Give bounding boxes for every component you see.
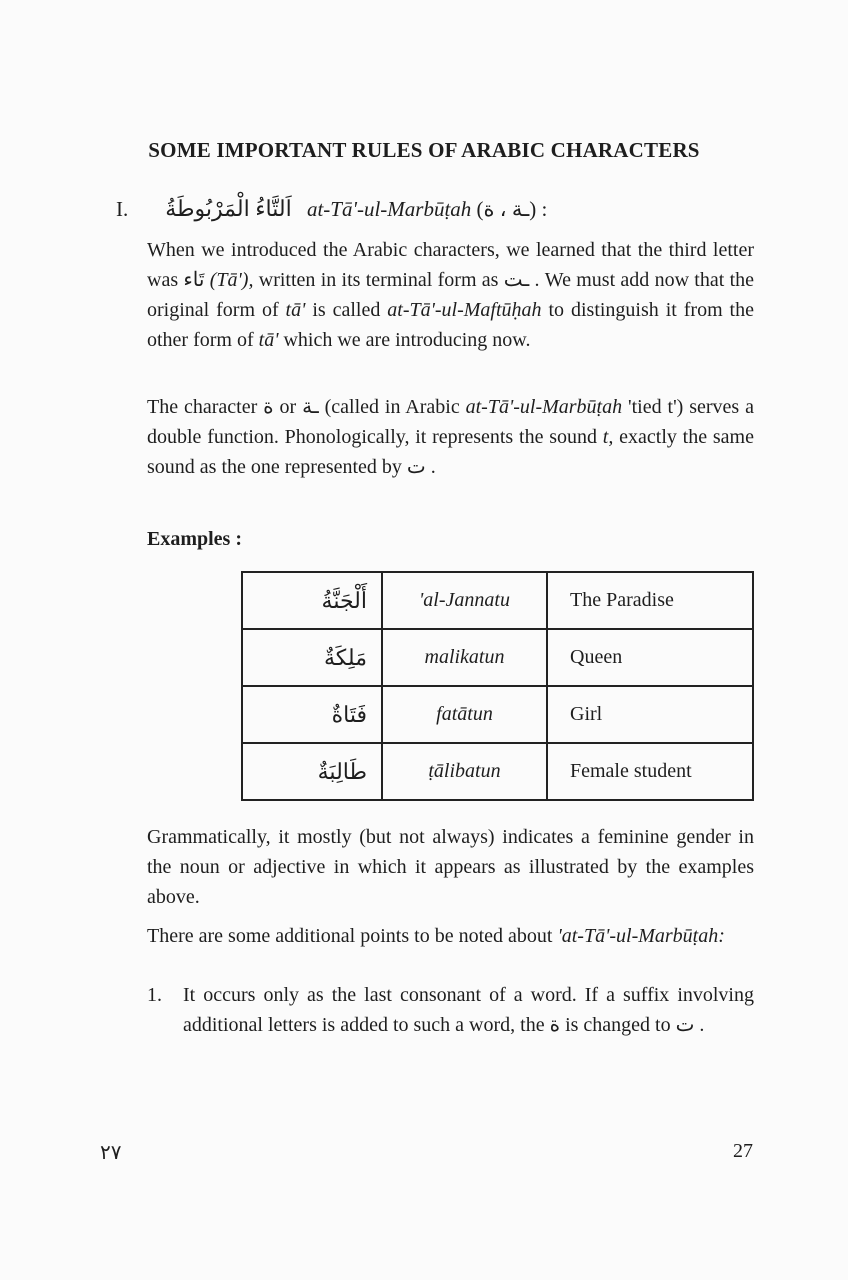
example-arabic: مَلِكَةٌ (242, 629, 382, 686)
table-row (242, 743, 753, 800)
italic-run: 'at-Tā'-ul-Marbūṭah: (557, 925, 725, 947)
section-arabic-title: اَلتَّاءُ الْمَرْبُوطَةُ (165, 196, 292, 221)
text-run: There are some additional points to be noted about (147, 925, 558, 947)
text-run: . (694, 1014, 705, 1036)
example-arabic: فَتَاةٌ (242, 686, 382, 743)
example-arabic: طَالِبَةٌ (242, 743, 382, 800)
italic-run: tā' (285, 299, 306, 321)
text-run: is called (305, 299, 388, 321)
page-title: SOME IMPORTANT RULES OF ARABIC CHARACTERS (148, 138, 700, 162)
section-heading (116, 196, 547, 222)
list-text (183, 980, 754, 1040)
arabic-ta-marbuta: ة (263, 396, 274, 418)
page-number-arabic: ٢٧ (100, 1142, 122, 1164)
example-translit: 'al-Jannatu (382, 572, 547, 629)
paragraph-intro (147, 235, 754, 355)
text-run: The character (147, 396, 264, 418)
text-run: 'tied t') serves a double function. Phonologically, it represents the sound (147, 396, 754, 448)
italic-run: at-Tā'-ul-Marbūṭah (465, 396, 623, 418)
table-row (242, 572, 753, 629)
section-forms: (ـة ، ة) : (476, 197, 548, 221)
example-translit: malikatun (382, 629, 547, 686)
text-run: or (273, 396, 303, 418)
text-run: which we are introducing now. (278, 329, 531, 351)
text-run: is changed to (560, 1014, 676, 1036)
paragraph-character (147, 392, 754, 482)
example-english: The Paradise (547, 572, 753, 629)
text-run: When we introduced the Arabic characters, we learned that the third letter was (147, 239, 754, 291)
arabic-ta-marbuta-terminal: ـة (302, 396, 319, 418)
arabic-letter-ta: تَاء (183, 269, 205, 291)
italic-run: tā' (258, 329, 279, 351)
list-item (147, 980, 754, 1040)
table-row (242, 686, 753, 743)
text-run: It occurs only as the last consonant of a word. If a suffix involving additional letters is added to such a word, the (183, 984, 754, 1036)
example-arabic: أَلْجَنَّةُ (242, 572, 382, 629)
example-translit: fatātun (382, 686, 547, 743)
text-run: . (425, 456, 436, 478)
page-number: 27 (733, 1140, 753, 1162)
example-translit: ṭālibatun (382, 743, 547, 800)
list-number: 1. (147, 984, 162, 1006)
arabic-ta-marbuta: ة (549, 1014, 561, 1036)
paragraph-additional-points (147, 921, 754, 951)
italic-run: t, (602, 426, 614, 448)
example-english: Girl (547, 686, 753, 743)
arabic-terminal-ta: ـت (503, 269, 530, 291)
section-number: I. (116, 197, 129, 221)
text-run: written in its terminal form as (253, 269, 504, 291)
text-run: (called in Arabic (318, 396, 466, 418)
examples-label: Examples : (147, 528, 242, 550)
text-run: . We must add now that the original form of (147, 269, 754, 321)
arabic-letter-ta: ت (406, 456, 426, 478)
example-english: Female student (547, 743, 753, 800)
examples-table (241, 571, 754, 801)
table-row (242, 629, 753, 686)
text-run: to distinguish it from the other form of (147, 299, 754, 351)
section-translit-title: at-Tā'-ul-Marbūṭah (306, 197, 472, 221)
paragraph-grammatically: Grammatically, it mostly (but not always) indicates a feminine gender in the noun or adjective in which it appears as illustrated by the examples above. (147, 826, 754, 908)
italic-run: at-Tā'-ul-Maftūḥah (387, 299, 542, 321)
arabic-letter-ta: ت (675, 1014, 695, 1036)
italic-run: (Tā'), (209, 269, 254, 291)
text-run: exactly the same sound as the one represented by (147, 426, 754, 478)
example-english: Queen (547, 629, 753, 686)
